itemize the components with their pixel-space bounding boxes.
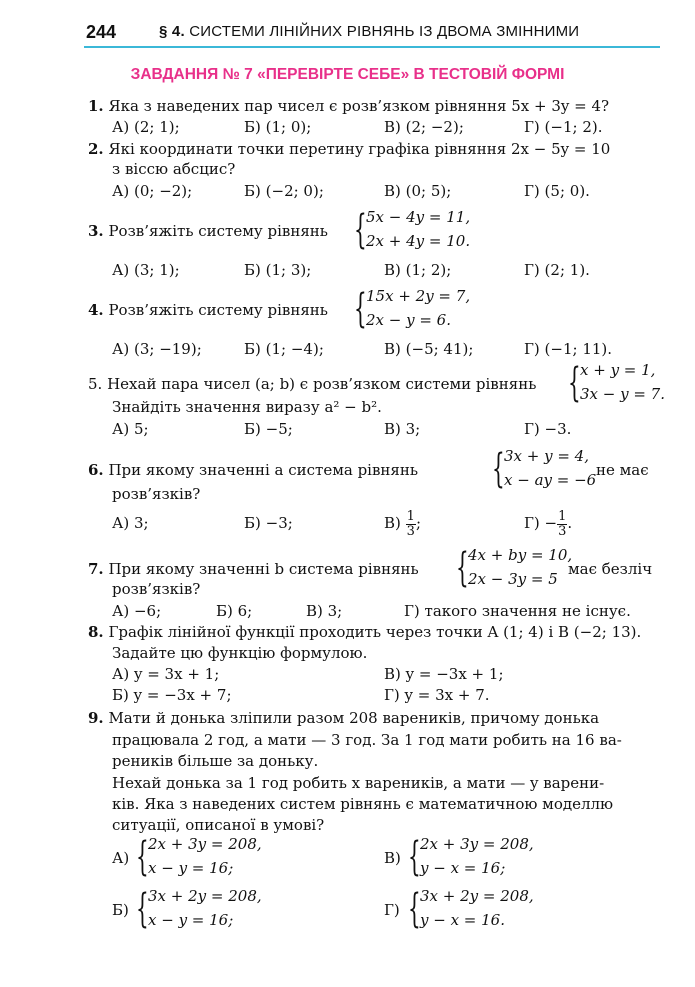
q9-number: 9. — [88, 709, 104, 727]
brace-icon: { — [136, 886, 149, 932]
brace-icon: { — [354, 286, 367, 332]
q8-line2: Задайте цю функцію формулою. — [112, 644, 368, 662]
q7-answer-d: Г) такого значення не існує. — [404, 602, 631, 620]
q3-answer-a: А) (3; 1); — [112, 261, 180, 279]
q3-answer-c: В) (1; 2); — [384, 261, 452, 279]
q7-tail: має безліч — [568, 560, 653, 578]
q3-answer-d: Г) (2; 1). — [524, 261, 590, 279]
fraction-denominator: 3 — [558, 523, 567, 539]
q6-answer-d-fraction — [557, 510, 567, 539]
q9-line1: Мати й донька зліпили разом 208 вареників, причому донька — [108, 709, 600, 727]
brace-icon: { — [408, 886, 421, 932]
q3-answer-b: Б) (1; 3); — [244, 261, 312, 279]
q9-option-d-eq2: y − x = 16. — [420, 911, 505, 929]
q9-option-a-eq2: x − y = 16; — [148, 859, 234, 877]
q7-eq2: 2x − 3y = 5 — [468, 570, 558, 588]
q6-answer-c-label: В) — [384, 514, 401, 532]
q2-answer-b: Б) (−2; 0); — [244, 182, 324, 200]
question-8 — [88, 623, 641, 642]
q7-answer-a: А) −6; — [112, 602, 162, 620]
q1-number: 1. — [88, 97, 104, 115]
q4-number: 4. — [88, 301, 104, 319]
q8-answer-a: А) y = 3x + 1; — [112, 665, 220, 683]
q9-option-a-eq1: 2x + 3y = 208, — [148, 835, 262, 853]
q5-answer-c: В) 3; — [384, 420, 421, 438]
q7-number: 7. — [88, 560, 104, 578]
q2-line1: Які координати точки перетину графіка рівняння 2x − 5y = 10 — [108, 140, 611, 158]
q6-answer-c — [384, 505, 421, 541]
question-5 — [88, 375, 536, 394]
q9-option-a-label: А) — [112, 849, 130, 867]
q5-answer-a: А) 5; — [112, 420, 149, 438]
q3-number: 3. — [88, 222, 104, 240]
q4-text: Розв’яжіть систему рівнянь — [108, 301, 328, 319]
q2-number: 2. — [88, 140, 104, 158]
q9-option-c-eq2: y − x = 16; — [420, 859, 506, 877]
question-2 — [88, 140, 610, 159]
q3-text: Розв’яжіть систему рівнянь — [108, 222, 328, 240]
q6-tail: не має — [596, 461, 649, 479]
question-6 — [88, 461, 418, 480]
q6-answer-d-suffix: . — [567, 514, 573, 532]
q8-answer-c: В) y = −3x + 1; — [384, 665, 504, 683]
q9-option-c-eq1: 2x + 3y = 208, — [420, 835, 534, 853]
q9-option-b-label: Б) — [112, 901, 129, 919]
q8-line1: Графік лінійної функції проходить через точки A (1; 4) і B (−2; 13). — [108, 623, 642, 641]
page-header — [84, 20, 660, 48]
q5-eq1: x + y = 1, — [580, 361, 656, 379]
brace-icon: { — [492, 446, 505, 492]
q6-answer-d — [524, 505, 572, 541]
q9-line6: ситуації, описаної в умові? — [112, 816, 325, 834]
q2-line2: з віссю абсцис? — [112, 160, 236, 178]
q7-answer-b: Б) 6; — [216, 602, 253, 620]
q7-line1: При якому значенні b система рівнянь — [108, 560, 419, 578]
fraction-numerator: 1 — [406, 508, 415, 524]
q9-option-d-label: Г) — [384, 901, 400, 919]
q5-line2: Знайдіть значення виразу a² − b². — [112, 398, 382, 416]
q4-eq2: 2x − y = 6. — [366, 311, 451, 329]
q9-option-b-eq2: x − y = 16; — [148, 911, 234, 929]
q6-answer-c-fraction — [406, 510, 416, 539]
q6-answer-a: А) 3; — [112, 514, 149, 532]
brace-icon: { — [456, 545, 469, 591]
q2-answer-a: А) (0; −2); — [112, 182, 193, 200]
task-title: ЗАВДАННЯ № 7 «ПЕРЕВІРТЕ СЕБЕ» В ТЕСТОВІЙ ФОРМІ — [130, 66, 565, 83]
q3-eq2: 2x + 4y = 10. — [366, 232, 471, 250]
q7-eq1: 4x + by = 10, — [468, 546, 573, 564]
q6-eq2: x − ay = −6 — [504, 471, 597, 489]
page-number: 244 — [86, 22, 117, 42]
q6-eq1: 3x + y = 4, — [504, 447, 589, 465]
q9-option-c-label: В) — [384, 849, 401, 867]
q9-line4: Нехай донька за 1 год робить x вареників, а мати — y варени- — [112, 774, 605, 792]
q9-line5: ків. Яка з наведених систем рівнянь є математичною моделлю — [112, 795, 614, 813]
brace-icon: { — [408, 834, 421, 880]
section-heading — [159, 23, 579, 40]
q2-answer-c: В) (0; 5); — [384, 182, 452, 200]
q9-option-d-eq1: 3x + 2y = 208, — [420, 887, 534, 905]
q1-answer-c: В) (2; −2); — [384, 118, 464, 136]
q5-line1: Нехай пара чисел (a; b) є розв’язком системи рівнянь — [107, 375, 537, 393]
q1-answer-d: Г) (−1; 2). — [524, 118, 603, 136]
question-3 — [88, 222, 328, 241]
q6-number: 6. — [88, 461, 104, 479]
brace-icon: { — [136, 834, 149, 880]
q3-eq1: 5x − 4y = 11, — [366, 208, 471, 226]
q2-answer-d: Г) (5; 0). — [524, 182, 590, 200]
q6-line1: При якому значенні a система рівнянь — [108, 461, 419, 479]
q6-line2: розв’язків? — [112, 485, 201, 503]
question-4 — [88, 301, 328, 320]
q4-answer-b: Б) (1; −4); — [244, 340, 324, 358]
q5-eq2: 3x − y = 7. — [580, 385, 665, 403]
q9-option-b-eq1: 3x + 2y = 208, — [148, 887, 262, 905]
fraction-denominator: 3 — [406, 523, 415, 539]
q1-answer-b: Б) (1; 0); — [244, 118, 312, 136]
q7-answer-c: В) 3; — [306, 602, 343, 620]
q6-answer-c-suffix: ; — [415, 514, 421, 532]
q9-line3: реників більше за доньку. — [112, 752, 319, 770]
q4-answer-a: А) (3; −19); — [112, 340, 202, 358]
section-mark: § 4. — [159, 23, 185, 40]
fraction-numerator: 1 — [558, 508, 567, 524]
q1-answer-a: А) (2; 1); — [112, 118, 180, 136]
question-7 — [88, 560, 419, 579]
q8-answer-b: Б) y = −3x + 7; — [112, 686, 232, 704]
section-title: СИСТЕМИ ЛІНІЙНИХ РІВНЯНЬ ІЗ ДВОМА ЗМІННИМИ — [189, 23, 580, 40]
q7-line2: розв’язків? — [112, 580, 201, 598]
q4-answer-d: Г) (−1; 11). — [524, 340, 613, 358]
brace-icon: { — [568, 360, 581, 406]
q1-text: Яка з наведених пар чисел є розв’язком рівняння 5x + 3y = 4? — [108, 97, 610, 115]
question-9 — [88, 709, 599, 728]
q5-answer-d: Г) −3. — [524, 420, 572, 438]
q5-answer-b: Б) −5; — [244, 420, 293, 438]
q6-answer-d-label: Г) − — [524, 514, 558, 532]
question-1 — [88, 97, 609, 116]
q9-line2: працювала 2 год, а мати — 3 год. За 1 год мати робить на 16 ва- — [112, 731, 622, 749]
q5-number: 5. — [88, 375, 103, 393]
q6-answer-b: Б) −3; — [244, 514, 293, 532]
q4-eq1: 15x + 2y = 7, — [366, 287, 471, 305]
brace-icon: { — [354, 207, 367, 253]
q8-answer-d: Г) y = 3x + 7. — [384, 686, 490, 704]
q4-answer-c: В) (−5; 41); — [384, 340, 474, 358]
q8-number: 8. — [88, 623, 104, 641]
